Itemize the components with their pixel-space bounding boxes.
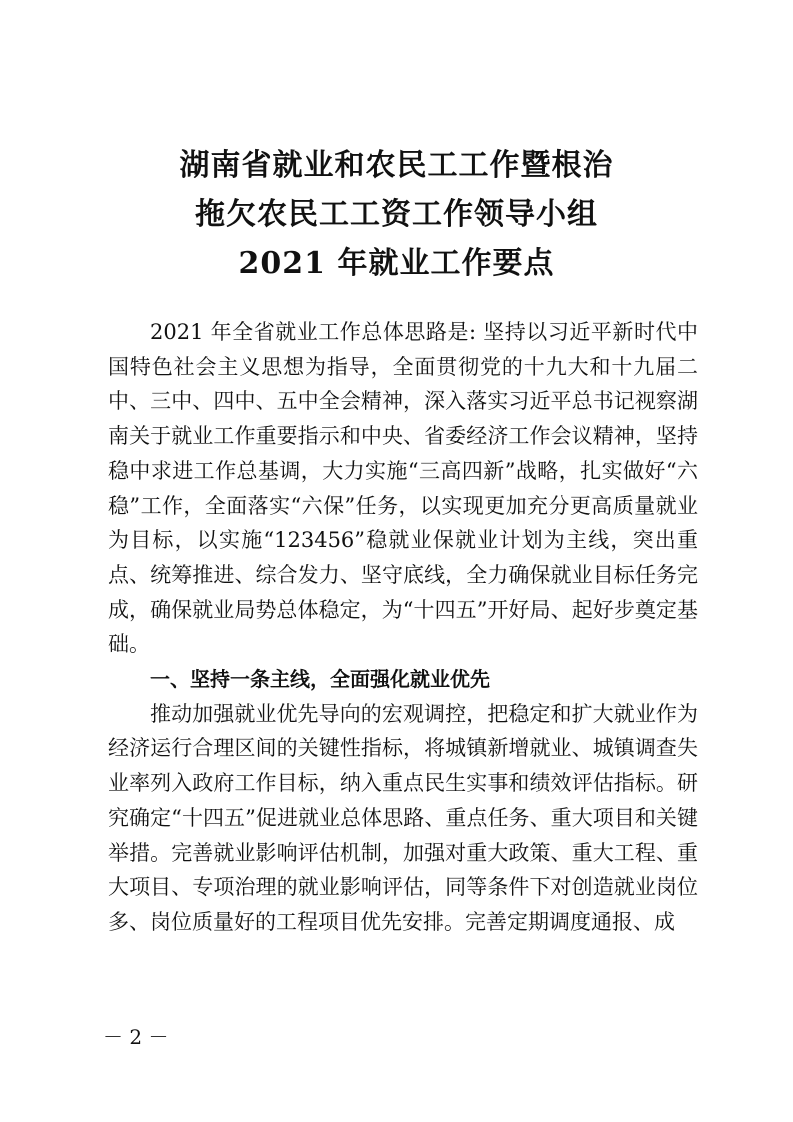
document-body: [108, 315, 698, 940]
title-line-1: 湖南省就业和农民工工作暨根治: [179, 148, 614, 183]
document-title: [0, 141, 793, 288]
title-line-3: 2021 年就业工作要点: [238, 246, 555, 281]
intro-paragraph: 2021 年全省就业工作总体思路是: 坚持以习近平新时代中国特色社会主义思想为指导，全面贯彻党的十九大和十九届二中、三中、四中、五中全会精神，深入落实习近平总书记视察湖南关于就业工作重要指示和中央、省委经济工作会议精神，坚持稳中求进工作总基调，大力实施“三高四新”战略，扎实做好“六稳”工作，全面落实“六保”任务，以实现更加充分更高质量就业为目标，以实施“123456”稳就业保就业计划为主线，突出重点、统筹推进、综合发力、坚守底线，全力确保就业目标任务完成，确保就业局势总体稳定，为“十四五”开好局、起好步奠定基础。: [108, 320, 698, 657]
page-number: － 2 －: [103, 1025, 169, 1049]
section-paragraph: 推动加强就业优先导向的宏观调控，把稳定和扩大就业作为经济运行合理区间的关键性指标，将城镇新增就业、城镇调查失业率列入政府工作目标，纳入重点民生实事和绩效评估指标。研究确定“十四五”促进就业总体思路、重点任务、重大项目和关键举措。完善就业影响评估机制，加强对重大政策、重大工程、重大项目、专项治理的就业影响评估，同等条件下对创造就业岗位多、岗位质量好的工程项目优先安排。完善定期调度通报、成: [108, 701, 698, 934]
title-line-2: 拖欠农民工工资工作领导小组: [195, 197, 598, 232]
section-heading: 一、坚持一条主线，全面强化就业优先: [150, 667, 490, 692]
